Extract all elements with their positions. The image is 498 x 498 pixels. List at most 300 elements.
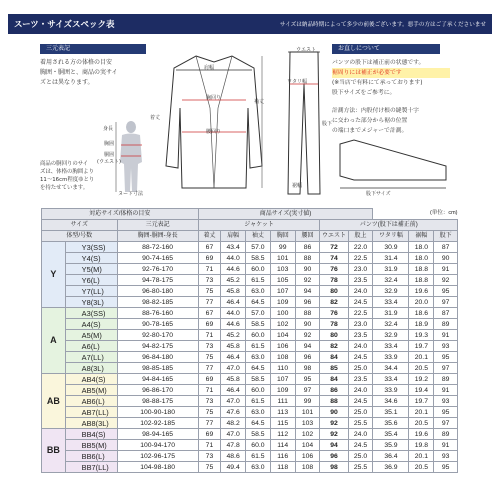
alteration-text <box>332 58 450 98</box>
pants-waist-label: ウエスト <box>296 47 317 53</box>
table-cell: 43.4 <box>221 242 246 253</box>
table-cell: 67 <box>198 242 221 253</box>
table-cell: 113 <box>270 407 295 418</box>
footnote-line: を持たせています。 <box>40 185 89 191</box>
table-cell: 102 <box>270 319 295 330</box>
table-cell: 91 <box>434 440 458 451</box>
column-header: 胸囲-胴囲-身長 <box>117 231 198 242</box>
inseam-diagram <box>334 136 452 196</box>
table-cell: 94-82-175 <box>117 341 198 352</box>
head-size: サイズ <box>42 220 118 231</box>
table-cell: 75 <box>198 352 221 363</box>
table-cell: 94-78-175 <box>117 275 198 286</box>
table-cell: 93 <box>434 396 458 407</box>
table-cell: 100-94-170 <box>117 440 198 451</box>
table-cell: 20.1 <box>409 451 434 462</box>
table-cell: 91 <box>434 264 458 275</box>
table-cell: 58.5 <box>246 319 271 330</box>
label-height: 身長 <box>103 126 114 132</box>
size-code: BB5(M) <box>65 440 117 451</box>
table-cell: 44.6 <box>221 264 246 275</box>
table-cell: 34.4 <box>373 363 409 374</box>
table-cell: 90 <box>320 407 348 418</box>
table-cell: 80 <box>320 330 348 341</box>
table-cell: 103 <box>295 418 320 429</box>
size-code: Y7(LL) <box>65 286 117 297</box>
table-cell: 18.9 <box>409 319 434 330</box>
label-waist-paren: (ウエスト) <box>97 159 121 165</box>
jacket-waist-label: 腰回り <box>206 129 222 135</box>
table-cell: 64.5 <box>246 297 271 308</box>
table-cell: 35.6 <box>373 418 409 429</box>
table-cell: 116 <box>270 451 295 462</box>
table-cell: 75 <box>198 286 221 297</box>
table-cell: 20.0 <box>409 297 434 308</box>
table-cell: 75 <box>198 462 221 473</box>
table-cell: 90-74-165 <box>117 253 198 264</box>
table-cell: 77 <box>198 363 221 374</box>
table-cell: 61.5 <box>246 396 271 407</box>
table-cell: 104 <box>270 330 295 341</box>
table-cell: 78 <box>320 275 348 286</box>
table-row <box>42 341 458 352</box>
table-row <box>42 264 458 275</box>
table-cell: 82 <box>320 297 348 308</box>
table-cell: 60.0 <box>246 385 271 396</box>
table-cell: 44.6 <box>221 319 246 330</box>
table-cell: 92-76-170 <box>117 264 198 275</box>
size-code: A6(L) <box>65 341 117 352</box>
table-cell: 90 <box>295 264 320 275</box>
left-panel-text <box>40 58 150 88</box>
table-cell: 23.5 <box>348 275 373 286</box>
table-cell: 97 <box>434 297 458 308</box>
table-cell: 46.4 <box>221 352 246 363</box>
table-cell: 95 <box>434 286 458 297</box>
footnote-line: 11〜16cm程度ゆとり <box>40 177 95 183</box>
table-cell: 18.0 <box>409 253 434 264</box>
table-cell: 31.9 <box>373 308 409 319</box>
table-cell: 95 <box>295 374 320 385</box>
table-cell: 32.9 <box>373 286 409 297</box>
table-cell: 19.8 <box>409 440 434 451</box>
table-cell: 69 <box>198 374 221 385</box>
table-cell: 76 <box>320 264 348 275</box>
table-cell: 90-78-165 <box>117 319 198 330</box>
table-cell: 104 <box>295 440 320 451</box>
table-cell: 92 <box>295 330 320 341</box>
table-cell: 45.2 <box>221 330 246 341</box>
table-cell: 69 <box>198 319 221 330</box>
table-cell: 46.4 <box>221 297 246 308</box>
table-cell: 102-96-175 <box>117 451 198 462</box>
size-code: Y8(3L) <box>65 297 117 308</box>
table-cell: 98-88-175 <box>117 396 198 407</box>
size-code: Y4(S) <box>65 253 117 264</box>
table-row <box>42 374 458 385</box>
jacket-length-label: 着丈 <box>150 115 161 121</box>
table-cell: 71 <box>198 440 221 451</box>
right-panel-title: お直しについて <box>332 44 440 54</box>
table-cell: 58.5 <box>246 253 271 264</box>
table-cell: 24.5 <box>348 440 373 451</box>
table-cell: 23.0 <box>348 319 373 330</box>
table-cell: 24.0 <box>348 429 373 440</box>
table-cell: 57.0 <box>246 242 271 253</box>
table-cell: 86 <box>295 242 320 253</box>
table-cell: 97 <box>295 385 320 396</box>
footnote-line: ズは、体格の胸囲より <box>40 169 94 175</box>
table-cell: 99 <box>270 242 295 253</box>
table-cell: 19.3 <box>409 330 434 341</box>
head-product: 商品サイズ(実寸値) <box>198 209 373 220</box>
table-cell: 23.0 <box>348 264 373 275</box>
table-cell: 96 <box>295 352 320 363</box>
table-cell: 109 <box>270 297 295 308</box>
table-row <box>42 407 458 418</box>
body-type-group: A <box>42 308 66 374</box>
table-cell: 96-86-170 <box>117 385 198 396</box>
table-cell: 47.6 <box>221 407 246 418</box>
table-cell: 63.0 <box>246 352 271 363</box>
table-cell: 114 <box>270 440 295 451</box>
table-cell: 61.5 <box>246 451 271 462</box>
table-cell: 20.1 <box>409 407 434 418</box>
table-cell: 46.4 <box>221 385 246 396</box>
size-code: Y6(L) <box>65 275 117 286</box>
column-header: 胸回 <box>270 231 295 242</box>
table-row <box>42 396 458 407</box>
measure-line: に交わった部分から裾の位置 <box>332 118 408 124</box>
table-cell: 19.4 <box>409 385 434 396</box>
table-row <box>42 418 458 429</box>
table-cell: 100 <box>270 308 295 319</box>
header-note: サイズは納品時期によって多少の前後ございます。悪手の方はご了承くださいませ <box>279 22 486 28</box>
table-row <box>42 363 458 374</box>
measure-text <box>332 106 450 136</box>
body-type-group: Y <box>42 242 66 308</box>
table-cell: 77 <box>198 418 221 429</box>
table-cell: 33.9 <box>373 385 409 396</box>
table-cell: 60.0 <box>246 330 271 341</box>
size-code: A7(LL) <box>65 352 117 363</box>
table-cell: 32.4 <box>373 275 409 286</box>
table-cell: 44.0 <box>221 253 246 264</box>
table-cell: 102-92-185 <box>117 418 198 429</box>
table-cell: 98 <box>295 363 320 374</box>
column-header: 袖丈 <box>246 231 271 242</box>
table-cell: 34.6 <box>373 396 409 407</box>
label-chest: 胸囲 <box>104 141 115 147</box>
table-cell: 76 <box>320 308 348 319</box>
column-header: 股下 <box>434 231 458 242</box>
table-cell: 93 <box>434 451 458 462</box>
table-row <box>42 308 458 319</box>
size-code: A3(SS) <box>65 308 117 319</box>
table-cell: 89 <box>434 374 458 385</box>
table-cell: 24.5 <box>348 352 373 363</box>
table-cell: 86 <box>320 385 348 396</box>
size-code: Y3(SS) <box>65 242 117 253</box>
table-cell: 102 <box>295 429 320 440</box>
table-cell: 87 <box>434 308 458 319</box>
table-cell: 88 <box>320 396 348 407</box>
table-cell: 80 <box>320 286 348 297</box>
column-header: ウエスト <box>320 231 348 242</box>
table-cell: 97 <box>434 418 458 429</box>
table-cell: 49.4 <box>221 462 246 473</box>
table-cell: 45.8 <box>221 286 246 297</box>
label-nude-size: ヌード寸法 <box>118 191 144 197</box>
table-cell: 63.0 <box>246 286 271 297</box>
table-cell: 94 <box>295 286 320 297</box>
table-cell: 99 <box>295 396 320 407</box>
table-cell: 19.2 <box>409 374 434 385</box>
table-cell: 45.8 <box>221 341 246 352</box>
table-cell: 108 <box>295 462 320 473</box>
table-cell: 100-90-180 <box>117 407 198 418</box>
table-cell: 47.0 <box>221 429 246 440</box>
table-cell: 110 <box>270 363 295 374</box>
table-cell: 118 <box>270 462 295 473</box>
table-row <box>42 319 458 330</box>
table-cell: 63.0 <box>246 407 271 418</box>
table-cell: 95 <box>434 462 458 473</box>
table-cell: 95 <box>434 352 458 363</box>
column-header: ワタリ幅 <box>373 231 409 242</box>
table-cell: 18.8 <box>409 264 434 275</box>
table-cell: 25.0 <box>348 451 373 462</box>
table-cell: 24.0 <box>348 341 373 352</box>
size-code: A5(M) <box>65 330 117 341</box>
size-code: AB4(S) <box>65 374 117 385</box>
table-cell: 96-80-180 <box>117 286 198 297</box>
table-row <box>42 462 458 473</box>
table-cell: 92 <box>434 275 458 286</box>
table-cell: 78 <box>320 319 348 330</box>
table-cell: 71 <box>198 264 221 275</box>
jacket-sleeve-label: 袖丈 <box>254 99 265 105</box>
table-cell: 84 <box>320 352 348 363</box>
alteration-line: パンツの股下は補正前の状態です。 <box>332 60 425 66</box>
table-cell: 19.7 <box>409 341 434 352</box>
left-panel-title: 三元表記 <box>40 44 146 54</box>
table-cell: 89 <box>434 319 458 330</box>
table-cell: 23.5 <box>348 330 373 341</box>
table-cell: 98-94-165 <box>117 429 198 440</box>
left-footnote <box>40 160 120 192</box>
table-cell: 115 <box>270 418 295 429</box>
table-cell: 90 <box>295 319 320 330</box>
table-cell: 94 <box>320 440 348 451</box>
table-cell: 18.0 <box>409 242 434 253</box>
alteration-line-highlight: 裾周りには補正が必要です <box>332 68 450 78</box>
table-cell: 88 <box>295 308 320 319</box>
table-cell: 33.4 <box>373 374 409 385</box>
left-text-line: ズとは異なります。 <box>40 79 94 86</box>
table-cell: 109 <box>270 385 295 396</box>
table-cell: 33.9 <box>373 352 409 363</box>
table-cell: 35.4 <box>373 429 409 440</box>
table-cell: 22.5 <box>348 253 373 264</box>
table-cell: 61.5 <box>246 275 271 286</box>
table-cell: 35.1 <box>373 407 409 418</box>
table-cell: 112 <box>270 429 295 440</box>
table-row <box>42 297 458 308</box>
table-cell: 35.9 <box>373 440 409 451</box>
table-cell: 93 <box>434 341 458 352</box>
table-cell: 98-85-185 <box>117 363 198 374</box>
table-cell: 31.4 <box>373 253 409 264</box>
spec-header <box>8 14 492 34</box>
size-code: AB8(3L) <box>65 418 117 429</box>
table-cell: 60.0 <box>246 264 271 275</box>
jacket-chest-label: 胸回り <box>206 95 222 101</box>
table-cell: 64.5 <box>246 418 271 429</box>
table-cell: 48.6 <box>221 451 246 462</box>
table-cell: 60.0 <box>246 440 271 451</box>
table-cell: 20.5 <box>409 363 434 374</box>
column-header: 体型/号数 <box>42 231 118 242</box>
head-jacket: ジャケット <box>198 220 320 231</box>
table-cell: 71 <box>198 330 221 341</box>
table-cell: 75 <box>198 407 221 418</box>
table-cell: 92 <box>320 429 348 440</box>
size-code: BB6(L) <box>65 451 117 462</box>
size-code: A8(3L) <box>65 363 117 374</box>
table-cell: 106 <box>270 341 295 352</box>
table-cell: 73 <box>198 341 221 352</box>
table-row <box>42 440 458 451</box>
table-cell: 58.5 <box>246 374 271 385</box>
table-row <box>42 286 458 297</box>
table-cell: 95 <box>434 407 458 418</box>
table-cell: 88 <box>295 253 320 264</box>
table-cell: 20.1 <box>409 352 434 363</box>
pants-hem-label: 裾幅 <box>292 183 303 189</box>
table-cell: 24.5 <box>348 396 373 407</box>
table-cell: 77 <box>198 297 221 308</box>
table-cell: 74 <box>320 253 348 264</box>
table-cell: 111 <box>270 396 295 407</box>
table-cell: 72 <box>320 242 348 253</box>
table-cell: 104-98-180 <box>117 462 198 473</box>
size-code: Y5(M) <box>65 264 117 275</box>
column-header: 肩幅 <box>221 231 246 242</box>
table-cell: 64.5 <box>246 363 271 374</box>
table-cell: 101 <box>295 407 320 418</box>
table-cell: 90 <box>434 253 458 264</box>
column-header: 股上 <box>348 231 373 242</box>
table-cell: 24.0 <box>348 286 373 297</box>
table-cell: 63.0 <box>246 462 271 473</box>
table-cell: 69 <box>198 253 221 264</box>
table-row <box>42 385 458 396</box>
table-cell: 106 <box>295 451 320 462</box>
table-cell: 25.0 <box>348 407 373 418</box>
table-cell: 98 <box>320 462 348 473</box>
left-text-line: 着用される方の体格の目安 <box>40 59 113 66</box>
table-cell: 57.0 <box>246 308 271 319</box>
size-spec-table <box>41 208 458 473</box>
table-cell: 32.9 <box>373 330 409 341</box>
table-cell: 25.0 <box>348 363 373 374</box>
table-cell: 91 <box>434 385 458 396</box>
table-cell: 45.8 <box>221 374 246 385</box>
head-guide: 対応サイズ/体格の目安 <box>42 209 199 220</box>
table-cell: 89 <box>434 429 458 440</box>
jacket-shoulder-label: 肩幅 <box>204 65 215 71</box>
size-code: BB7(LL) <box>65 462 117 473</box>
table-cell: 19.6 <box>409 286 434 297</box>
table-cell: 88-76-160 <box>117 308 198 319</box>
table-cell: 71 <box>198 385 221 396</box>
table-cell: 101 <box>270 253 295 264</box>
table-cell: 85 <box>320 363 348 374</box>
table-cell: 94-84-165 <box>117 374 198 385</box>
table-cell: 84 <box>320 374 348 385</box>
table-cell: 22.5 <box>348 308 373 319</box>
table-cell: 61.5 <box>246 341 271 352</box>
table-cell: 108 <box>270 352 295 363</box>
table-cell: 97 <box>434 363 458 374</box>
table-cell: 23.5 <box>348 374 373 385</box>
table-row <box>42 275 458 286</box>
alteration-line: (※当店で有料にて承っております) <box>332 80 423 86</box>
column-header: 着丈 <box>198 231 221 242</box>
table-row <box>42 330 458 341</box>
body-type-group: AB <box>42 374 66 429</box>
table-cell: 92 <box>320 418 348 429</box>
table-cell: 48.2 <box>221 418 246 429</box>
head-pants: パンツ(股下は補正前) <box>320 220 458 231</box>
table-cell: 45.2 <box>221 275 246 286</box>
table-cell: 94 <box>295 341 320 352</box>
column-header: 裾幅 <box>409 231 434 242</box>
size-code: AB7(LL) <box>65 407 117 418</box>
table-cell: 19.7 <box>409 396 434 407</box>
table-cell: 33.4 <box>373 297 409 308</box>
table-cell: 20.5 <box>409 418 434 429</box>
table-row <box>42 429 458 440</box>
head-sangen: 三元表記 <box>117 220 198 231</box>
table-cell: 82 <box>320 341 348 352</box>
table-cell: 25.5 <box>348 418 373 429</box>
column-header: 腰回 <box>295 231 320 242</box>
table-cell: 92-80-170 <box>117 330 198 341</box>
table-cell: 73 <box>198 451 221 462</box>
size-code: AB5(M) <box>65 385 117 396</box>
table-cell: 58.5 <box>246 429 271 440</box>
table-cell: 24.0 <box>348 385 373 396</box>
table-cell: 36.9 <box>373 462 409 473</box>
table-cell: 47.0 <box>221 396 246 407</box>
table-cell: 31.9 <box>373 264 409 275</box>
pants-inseam-label: 股下 <box>322 121 333 127</box>
table-row <box>42 242 458 253</box>
measure-line: 計測方法：内股付け根の縫製十字 <box>332 108 419 114</box>
unit-label: (単位：cm) <box>373 209 458 220</box>
table-cell: 98-82-185 <box>117 297 198 308</box>
label-waist: 胴囲 <box>104 152 115 158</box>
table-cell: 96 <box>320 451 348 462</box>
footnote-line: 商品の胴回りのサイ <box>40 161 89 167</box>
table-cell: 96-84-180 <box>117 352 198 363</box>
table-cell: 92 <box>295 275 320 286</box>
table-cell: 32.4 <box>373 319 409 330</box>
table-cell: 22.0 <box>348 242 373 253</box>
pants-hip-label: ワタリ幅 <box>287 79 307 85</box>
